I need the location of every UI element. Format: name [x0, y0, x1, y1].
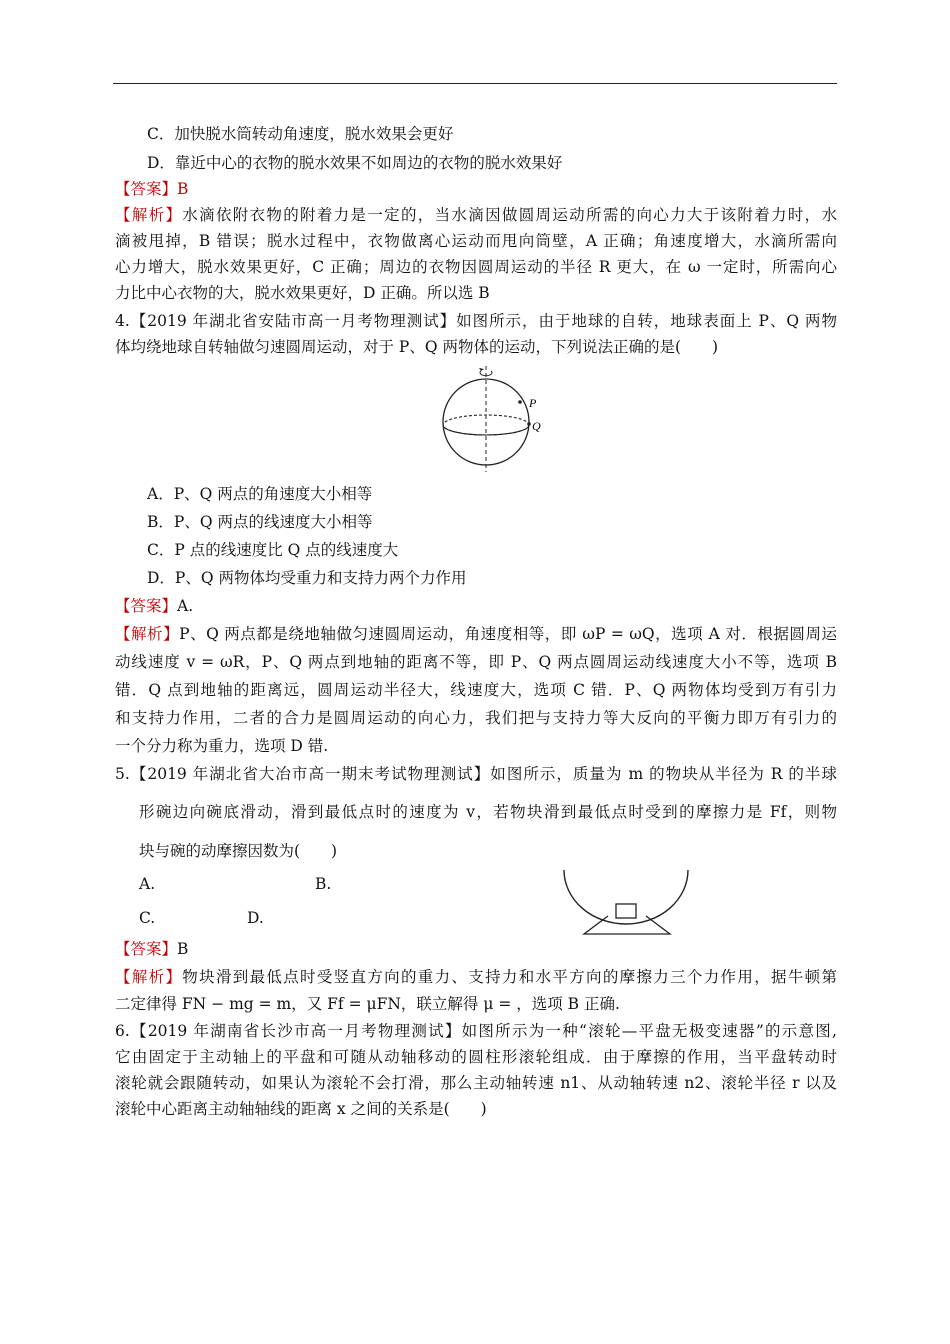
q4-stem: 体均绕地球自转轴做匀速圆周运动，对于 P、Q 两物体的运动，下列说法正确的是( ) — [115, 338, 719, 356]
q4-explanation-line: 一个分力称为重力，选项 D 错. — [115, 737, 329, 755]
q5-explanation-line: 二定律得 FN − mg = m，又 Ff = μFN，联立解得 μ = ，选项 B 正确. — [115, 995, 620, 1013]
q5-option-b: B. — [315, 875, 332, 893]
q3-answer — [115, 178, 837, 200]
q5-option-d: D. — [247, 909, 264, 927]
q5-answer — [115, 938, 837, 960]
q6-stem: 滚轮就会跟随转动，如果认为滚轮不会打滑，那么主动轴转速 n1、从动轴转速 n2、滚轮半径 r 以及 — [115, 1074, 837, 1092]
answer-tag: 【答案】 — [115, 180, 178, 198]
q4-option-d: D．P、Q 两物体均受重力和支持力两个力作用 — [147, 569, 467, 587]
explanation-tag: 【解析】 — [115, 625, 180, 643]
explanation-text: 物块滑到最低点时受竖直方向的重力、支持力和水平方向的摩擦力三个力作用，据牛顿第 — [182, 968, 837, 986]
explanation-tag: 【解析】 — [115, 206, 183, 224]
point-p-label: P — [529, 396, 537, 410]
q3-explanation-line: 滴被甩掉，B 错误；脱水过程中，衣物做离心运动而甩向筒壁，A 正确；角速度增大，水滴所需向 — [115, 232, 837, 250]
q4-option-c: C．P 点的线速度比 Q 点的线速度大 — [147, 541, 399, 559]
q4-explanation-line: 和支持力作用，二者的合力是圆周运动的向心力，我们把与支持力等大反向的平衡力即万有引力的 — [115, 709, 837, 727]
earth-rotation-figure — [430, 362, 550, 474]
q4-option-b: B．P、Q 两点的线速度大小相等 — [147, 513, 373, 531]
q3-explanation-line: 力比中心衣物的大，脱水效果更好，D 正确。所以选 B — [115, 284, 490, 302]
q5-stem: 块与碗的动摩擦因数为( ) — [139, 842, 338, 860]
explanation-tag: 【解析】 — [115, 968, 183, 986]
answer-tag: 【答案】 — [115, 597, 178, 615]
q4-explanation-line — [115, 623, 837, 645]
q4-answer — [115, 595, 837, 617]
answer-value: B — [177, 940, 189, 958]
q6-stem: 它由固定于主动轴上的平盘和可随从动轴移动的圆柱形滚轮组成．由于摩擦的作用，当平盘转动时 — [115, 1048, 837, 1066]
header-rule — [113, 83, 837, 84]
q5-stem: 5.【2019 年湖北省大冶市高一期末考试物理测试】如图所示，质量为 m 的物块从半径为 R 的半球 — [115, 765, 837, 783]
q6-stem: 滚轮中心距离主动轴轴线的距离 x 之间的关系是( ) — [115, 1100, 487, 1118]
q5-stem: 形碗边向碗底滑动，滑到最低点时的速度为 v，若物块滑到最低点时受到的摩擦力是 Ff，则物 — [139, 803, 837, 821]
q5-explanation-line — [115, 966, 837, 988]
q4-explanation-line: 错．Q 点到地轴的距离远，圆周运动半径大，线速度大，选项 C 错．P、Q 两物体均受到万有引力 — [115, 681, 837, 699]
q3-option-d: D．靠近中心的衣物的脱水效果不如周边的衣物的脱水效果好 — [147, 154, 563, 172]
explanation-text: 水滴依附衣物的附着力是一定的，当水滴因做圆周运动所需的向心力大于该附着力时，水 — [182, 206, 837, 224]
q3-explanation-line — [115, 204, 837, 226]
q5-option-a: A. — [139, 875, 156, 893]
q4-explanation-line: 动线速度 v = ωR，P、Q 两点到地轴的距离不等，即 P、Q 两点圆周运动线速度大小不等，选项 B — [115, 653, 837, 671]
explanation-text: P、Q 两点都是绕地轴做匀速圆周运动，角速度相等，即 ωP = ωQ，选项 A 对．根据圆周运 — [179, 625, 837, 643]
answer-tag: 【答案】 — [115, 940, 178, 958]
point-q-label: Q — [532, 419, 541, 433]
bowl-figure — [560, 866, 694, 938]
answer-value: A. — [177, 597, 194, 615]
q3-explanation-line: 心力增大，脱水效果更好，C 正确；周边的衣物因圆周运动的半径 R 更大，在 ω 一定时，所需向心 — [115, 258, 837, 276]
q6-stem: 6.【2019 年湖南省长沙市高一月考物理测试】如图所示为一种“滚轮—平盘无极变速器”的示意图, — [115, 1022, 837, 1040]
answer-value: B — [177, 180, 189, 198]
q4-stem: 4.【2019 年湖北省安陆市高一月考物理测试】如图所示，由于地球的自转，地球表面上 P、Q 两物 — [115, 312, 837, 330]
q3-option-c: C．加快脱水筒转动角速度，脱水效果会更好 — [147, 125, 454, 143]
q5-option-c: C. — [139, 909, 156, 927]
q4-option-a: A．P、Q 两点的角速度大小相等 — [147, 485, 373, 503]
